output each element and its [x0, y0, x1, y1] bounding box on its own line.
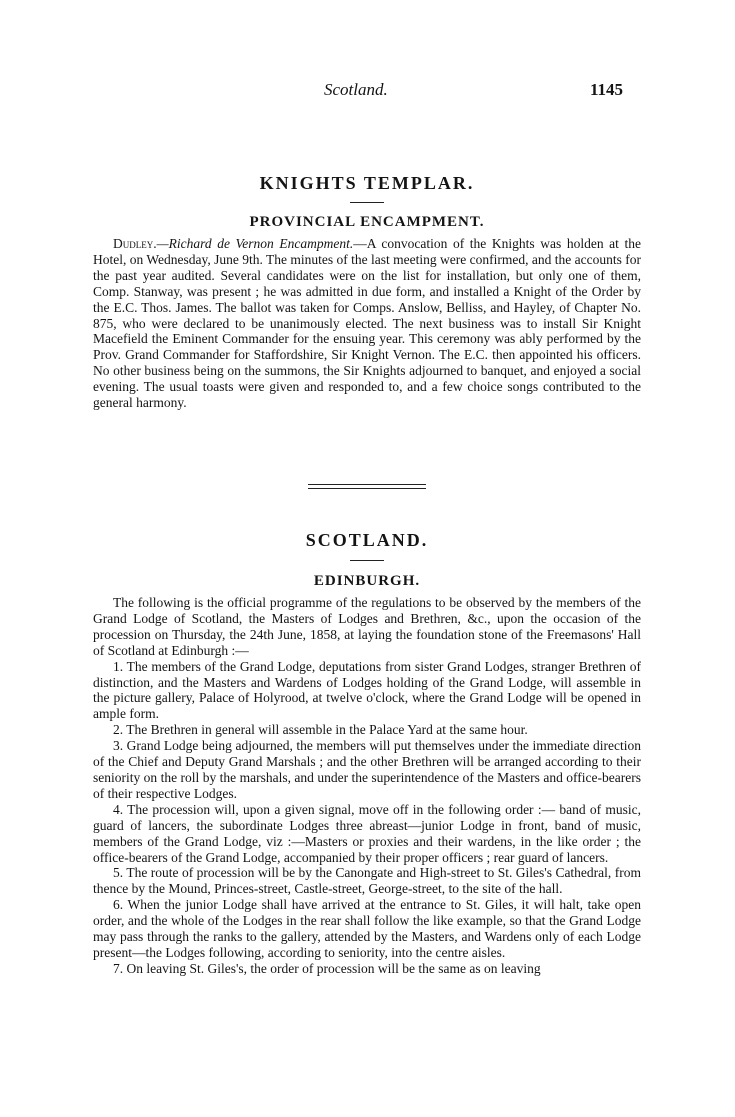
- section-title-knights-templar: KNIGHTS TEMPLAR.: [259, 173, 475, 193]
- page-number: 1145: [590, 80, 624, 99]
- knights-templar-section: [93, 171, 641, 411]
- report-body: —A convocation of the Knights was holden at the Hotel, on Wednesday, June 9th. The minutes of the last meeting were confirmed, and the accounts for the past year audited. Several candidates were on the list for installation, but only one of them, Comp. Stanway, was present ; he was admitted in due form, and installed a Knight of the Order by the E.C. Thos. James. The ballot was taken for Comps. Anslow, Belliss, and Hayley, of Chapter No. 875, who were declared to be unanimously elected. The next business was to install Sir Knight Macefield the Eminent Commander for the ensuing year. This ceremony was ably performed by the Prov. Grand Commander for Staffordshire, Sir Knight Vernon. The E.C. then appointed his officers. No other business being on the summons, the Sir Knights adjourned to banquet, and enjoyed a social evening. The usual toasts were given and responded to, and a few choice songs contributed to the general harmony.: [93, 236, 641, 411]
- lead-italic-encampment: —Richard de Vernon Encampment.: [156, 236, 354, 251]
- subtitle-edinburgh: EDINBURGH.: [313, 573, 421, 589]
- programme-item-4: 4. The procession will, upon a given signal, move off in the following order :— band of music, guard of lancers, the subordinate Lodges three abreast—junior Lodge in front, band of music, members of the Grand Lodge, viz :—Masters or proxies and their wardens, in the like order ; the office-bearers of the Grand Lodge, accompanied by their proper officers ; rear guard of lancers.: [93, 801, 641, 865]
- scotland-section: [93, 528, 641, 977]
- programme-item-2: 2. The Brethren in general will assemble in the Palace Yard at the same hour.: [113, 722, 528, 738]
- programme-item-6: 6. When the junior Lodge shall have arrived at the entrance to St. Giles, it will halt, take open order, and the whole of the Lodges in the rear shall follow the like example, so that the Grand Lodge may pass through the ranks to the gallery, attended by the Masters, and Wardens only of each Lodge present—the Lodges following, according to seniority, into the centre aisles.: [93, 897, 641, 960]
- programme-item-3: 3. Grand Lodge being adjourned, the members will put themselves under the immediate direction of the Chief and Deputy Grand Marshals ; and the other Brethren will be arranged according to their seniority on the roll by the marshals, and under the superintendence of the Masters and office-bearers of their respective Lodges.: [93, 738, 641, 801]
- programme-item-1: 1. The members of the Grand Lodge, deputations from sister Grand Lodges, stranger Brethren of distinction, and the Masters and Wardens of Lodges holding of the Grand Lodge, will assemble in the picture gallery, Palace of Holyrood, at twelve o'clock, where the Grand Lodge will be opened in ample form.: [93, 658, 641, 722]
- lead-name: Dudley.: [113, 236, 157, 251]
- programme-intro: The following is the official programme of the regulations to be observed by the members of the Grand Lodge of Scotland, the Masters of Lodges and Brethren, &c., upon the occasion of the procession on Thursday, the 24th June, 1858, at laying the foundation stone of the Freemasons' Hall of Scotland at Edinburgh :—: [93, 595, 641, 658]
- programme-item-7: 7. On leaving St. Giles's, the order of procession will be the same as on leaving: [113, 960, 541, 976]
- section-title-scotland: SCOTLAND.: [305, 530, 429, 550]
- short-rule: [350, 560, 384, 561]
- dudley-report: [93, 236, 641, 411]
- section-divider: [308, 484, 426, 489]
- programme-item-5: 5. The route of procession will be by the Canongate and High-street to St. Giles's Cathedral, from thence by the Mound, Princes-street, Castle-street, George-street, to the site of the hall.: [93, 865, 641, 897]
- subtitle-provincial-encampment: PROVINCIAL ENCAMPMENT.: [249, 214, 485, 230]
- running-head: [0, 80, 735, 102]
- running-title: Scotland.: [324, 80, 388, 99]
- short-rule: [350, 202, 384, 203]
